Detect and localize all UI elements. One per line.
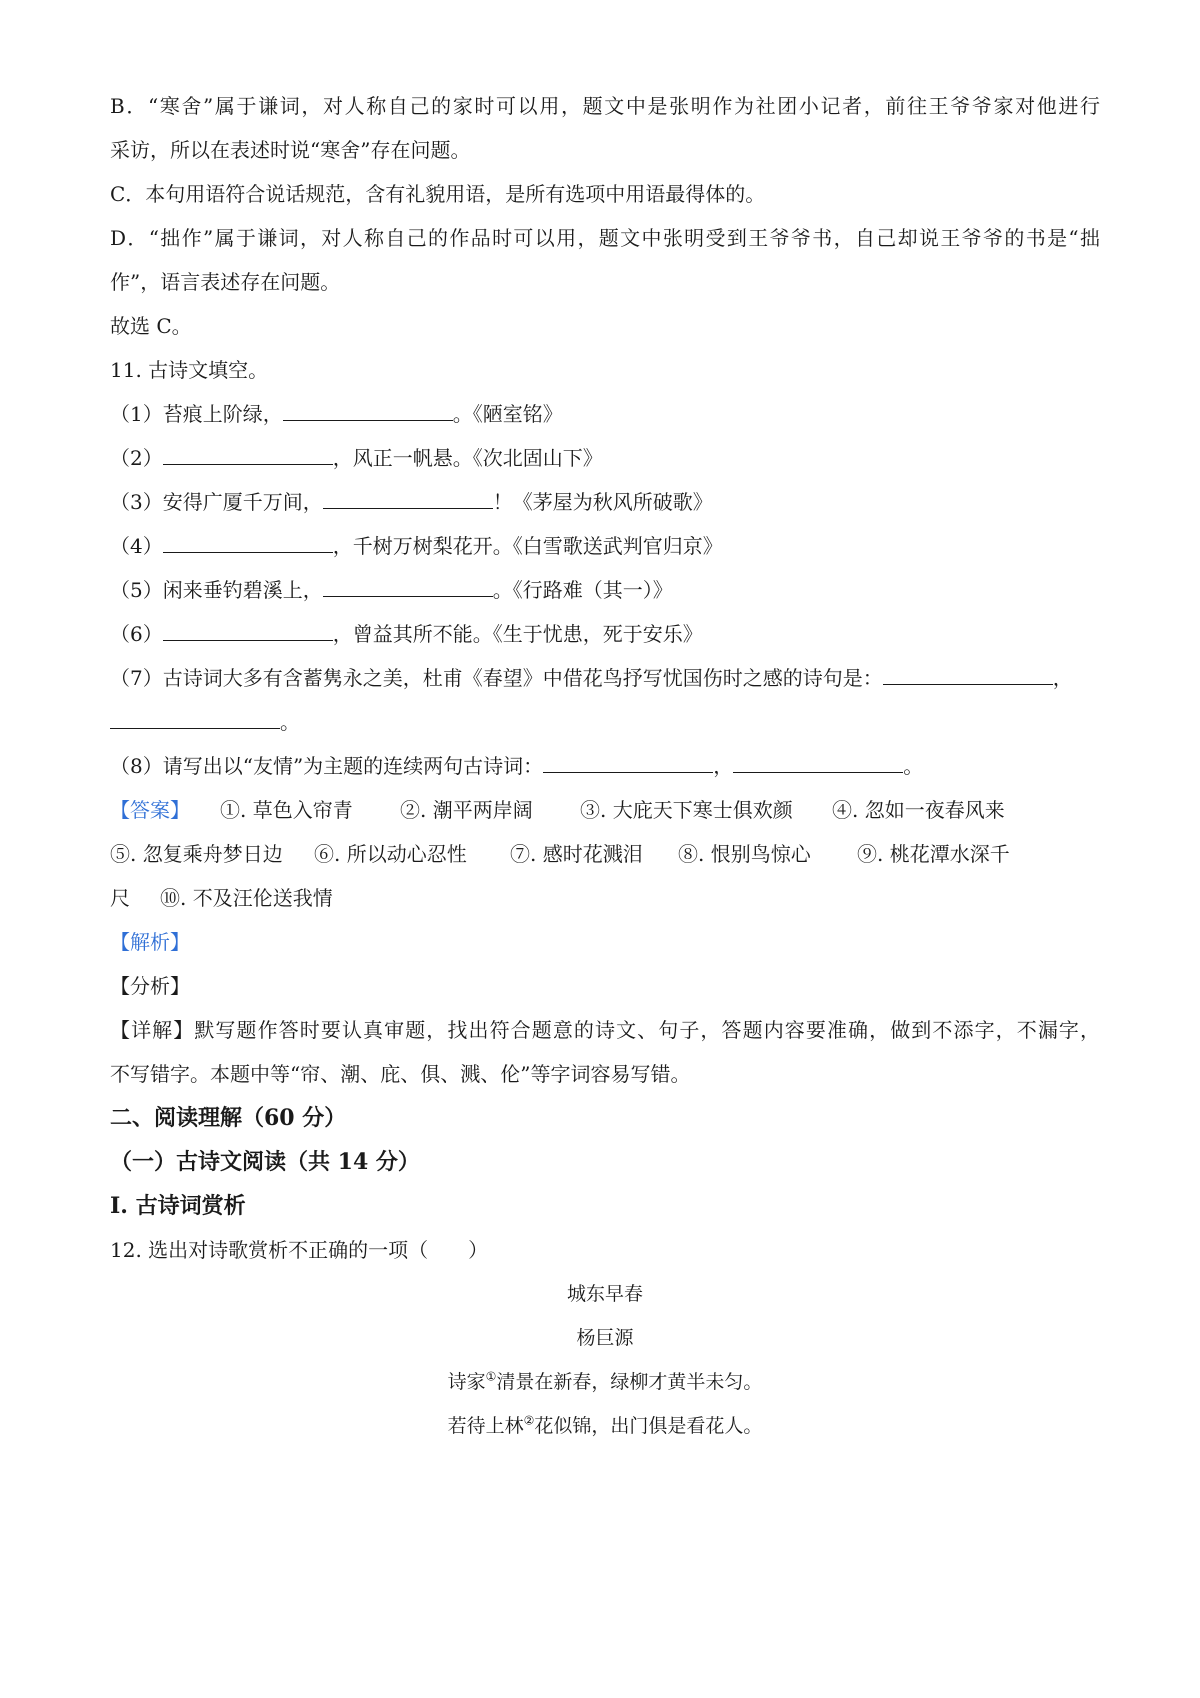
answer-label: 【答案】 <box>110 798 190 822</box>
answer-blank[interactable] <box>283 402 453 421</box>
answer-item: ⑨. 桃花潭水深千 <box>857 842 1010 866</box>
q11-title: 11. 古诗文填空。 <box>110 358 269 382</box>
subsection-title-2: Ⅰ. 古诗词赏析 <box>110 1193 246 1219</box>
answer-blank[interactable] <box>163 534 333 553</box>
q11-item-6: （6） ，曾益其所不能。《生于忧患，死于安乐》 <box>110 622 703 646</box>
q11-item-3: （3）安得广厦千万间， ！《茅屋为秋风所破歌》 <box>110 490 713 514</box>
poem-line-2: 若待上林②花似锦，出门俱是看花人。 <box>447 1413 763 1437</box>
answer-blank[interactable] <box>543 754 713 773</box>
fenxi-label: 【分析】 <box>110 974 190 998</box>
answer-blank[interactable] <box>163 446 333 465</box>
option-d-line2: 作”，语言表述存在问题。 <box>110 270 341 294</box>
answer-blank[interactable] <box>733 754 903 773</box>
option-b-line1: B．“寒舍”属于谦词，对人称自己的家时可以用，题文中是张明作为社团小记者，前往王爷爷家对他进行 <box>110 94 1100 118</box>
q11-item-4: （4） ，千树万树梨花开。《白雪歌送武判官归京》 <box>110 534 723 558</box>
answer-item: ⑦. 感时花溅泪 <box>510 842 643 866</box>
answer-item: ③. 大庇天下寒士俱欢颜 <box>580 798 793 822</box>
poem-title: 城东早春 <box>566 1283 643 1305</box>
answer-blank[interactable] <box>110 710 280 729</box>
answer-blank[interactable] <box>323 578 493 597</box>
answer-item: ⑥. 所以动心忍性 <box>314 842 467 866</box>
q11-item-1: （1）苔痕上阶绿， 。《陋室铭》 <box>110 402 563 426</box>
poem-line-1: 诗家①清景在新春，绿柳才黄半未匀。 <box>447 1369 763 1393</box>
detail-line2: 不写错字。本题中等“帘、潮、庇、俱、溅、伦”等字词容易写错。 <box>110 1062 691 1086</box>
q11-item-2: （2） ，风正一帆悬。《次北固山下》 <box>110 446 603 470</box>
answer-item: ①. 草色入帘青 <box>220 798 353 822</box>
option-c-line: C．本句用语符合说话规范，含有礼貌用语，是所有选项中用语最得体的。 <box>110 182 766 206</box>
detail-line1: 【详解】默写题作答时要认真审题，找出符合题意的诗文、句子，答题内容要准确，做到不添字，不漏字， <box>110 1018 1100 1042</box>
answer-blank[interactable] <box>163 622 333 641</box>
answer-item: 尺 <box>110 886 130 910</box>
poem-author: 杨巨源 <box>576 1327 634 1349</box>
answer-blank[interactable] <box>323 490 493 509</box>
answer-item: ⑤. 忽复乘舟梦日边 <box>110 842 283 866</box>
section-title: 二、阅读理解（60 分） <box>110 1105 347 1131</box>
option-b-line2: 采访，所以在表述时说“寒舍”存在问题。 <box>110 138 471 162</box>
q11-item-8: （8）请写出以“友情”为主题的连续两句古诗词： ， 。 <box>110 754 924 778</box>
answer-item: ⑩. 不及汪伦送我情 <box>160 886 333 910</box>
selected-answer: 故选 C。 <box>110 314 192 338</box>
q11-item-7-cont: 。 <box>110 708 1100 736</box>
q12-stem: 12. 选出对诗歌赏析不正确的一项（ ） <box>110 1238 489 1262</box>
option-d-line1: D．“拙作”属于谦词，对人称自己的作品时可以用，题文中张明受到王爷爷书，自己却说王爷爷的书是“拙 <box>110 226 1100 250</box>
answer-item: ④. 忽如一夜春风来 <box>832 798 1005 822</box>
answer-blank[interactable] <box>883 666 1053 685</box>
q11-item-5: （5）闲来垂钓碧溪上， 。《行路难（其一）》 <box>110 578 673 602</box>
answer-item: ②. 潮平两岸阔 <box>400 798 533 822</box>
analysis-label: 【解析】 <box>110 930 190 954</box>
answer-item: ⑧. 恨别鸟惊心 <box>678 842 811 866</box>
q11-item-7: （7）古诗词大多有含蓄隽永之美，杜甫《春望》中借花鸟抒写忧国伤时之感的诗句是： ， <box>110 666 1073 690</box>
subsection-title: （一）古诗文阅读（共 14 分） <box>110 1149 420 1175</box>
